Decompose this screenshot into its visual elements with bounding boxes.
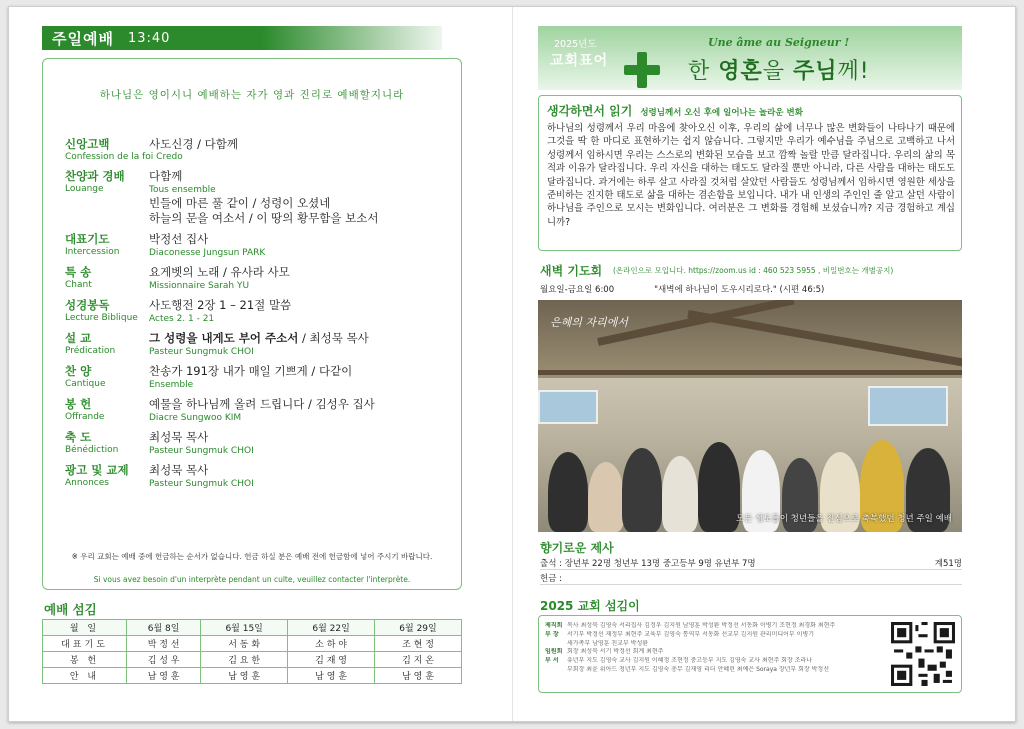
service-item bbox=[65, 137, 445, 163]
label-fr: Lecture Biblique bbox=[65, 313, 138, 323]
offering-label: 헌금 : bbox=[540, 574, 562, 584]
servant-group: 부 장 bbox=[545, 630, 559, 638]
duty-cell: 소 하 야 bbox=[288, 636, 375, 652]
duty-title: 예배 섬김 bbox=[44, 602, 97, 617]
servant-row bbox=[545, 640, 897, 649]
reflection-subtitle: 성령님께서 오신 후에 일어나는 놀라운 변화 bbox=[640, 108, 803, 118]
servant-names: 목사 최성묵 김영숙 서리집사 김정우 김지원 남영훈 박성환 박정선 서동화 이병기 조현정 최경화 최현주 bbox=[567, 622, 836, 629]
value-fr: Pasteur Sungmuk CHOI bbox=[149, 446, 254, 456]
servant-names: 유년부 지도 김영숙 교사 김지원 이혜정 조현정 중고등부 지도 김영숙 교사 최현주 회장 조라나 bbox=[567, 657, 813, 665]
value-ko: 최성묵 목사 bbox=[149, 463, 209, 477]
person bbox=[662, 456, 698, 532]
duty-row bbox=[43, 668, 462, 684]
service-item bbox=[65, 169, 445, 226]
servant-names: 회장 최성묵 서기 박정선 회계 최현주 bbox=[567, 648, 664, 656]
duty-cell: 6월 22일 bbox=[288, 620, 375, 636]
song-line: 빈들에 마른 풀 같이 / 성령이 오셨네 bbox=[149, 196, 331, 210]
label-fr: Chant bbox=[65, 280, 92, 290]
label-ko: 특 송 bbox=[65, 265, 92, 279]
service-item-label bbox=[65, 232, 149, 259]
service-item-label bbox=[65, 331, 149, 358]
label-ko: 대표기도 bbox=[65, 232, 110, 246]
service-item-value bbox=[149, 331, 369, 358]
dawn-prayer-info: (온라인으로 모입니다. https://zoom.us id : 460 523 5955 , 비밀번호는 개별공지) bbox=[613, 266, 894, 275]
qr-code-icon[interactable] bbox=[891, 622, 955, 686]
servant-names: 서기부 박정선 재정부 최현주 교육부 김영숙 통역부 서동화 선교부 김지원 관리미디어부 이병기 bbox=[567, 630, 815, 638]
duty-cell: 김 지 온 bbox=[375, 652, 462, 668]
label-ko: 성경봉독 bbox=[65, 298, 110, 312]
interpreter-note: Si vous avez besoin d'un interprète pendant un culte, veuillez contacter l'interprète. bbox=[93, 575, 411, 584]
worship-header bbox=[42, 26, 442, 50]
label-fr: Bénédiction bbox=[65, 445, 119, 455]
label-fr: Confession de la foi Credo bbox=[65, 152, 183, 162]
service-item bbox=[65, 430, 445, 457]
service-item bbox=[65, 298, 445, 325]
duty-row-label: 봉 헌 bbox=[43, 652, 127, 668]
service-item-value bbox=[149, 232, 265, 259]
service-item-label bbox=[65, 265, 149, 292]
label-ko: 찬양과 경배 bbox=[65, 169, 125, 183]
cross-icon bbox=[624, 52, 660, 88]
label-ko: 봉 헌 bbox=[65, 397, 92, 411]
person bbox=[622, 448, 662, 532]
service-item-label bbox=[65, 169, 149, 226]
offering-title: 향기로운 제사 bbox=[540, 541, 614, 555]
value-ko: 사도행전 2장 1 – 21절 말씀 bbox=[149, 298, 292, 312]
service-item bbox=[65, 331, 445, 358]
person bbox=[698, 442, 740, 532]
service-item-label bbox=[65, 298, 149, 325]
service-item-label bbox=[65, 430, 149, 457]
servant-names: 부회장 최윤 위아드 청년부 지도 김영숙 총무 김재영 리더 안혜린 최예은 Soraya 장년부 회장 박정선 bbox=[567, 665, 830, 673]
value-ko: 박정선 집사 bbox=[149, 232, 209, 246]
label-fr: Annonces bbox=[65, 478, 109, 488]
service-item-value bbox=[149, 463, 254, 490]
duty-cell: 조 현 정 bbox=[375, 636, 462, 652]
value-ko: 요게벳의 노래 / 유사라 사모 bbox=[149, 265, 290, 279]
motto-main: 한 영혼을 주님께! bbox=[688, 59, 870, 84]
label-ko: 설 교 bbox=[65, 331, 92, 345]
duty-row bbox=[43, 620, 462, 636]
label-ko: 축 도 bbox=[65, 430, 92, 444]
worship-time: 13:40 bbox=[127, 30, 171, 46]
offering-line bbox=[540, 572, 962, 585]
dawn-days: 월요일-금요일 6:00 bbox=[540, 285, 615, 295]
value-fr: Ensemble bbox=[149, 380, 194, 390]
person bbox=[588, 462, 624, 532]
reflection-heading bbox=[547, 102, 803, 119]
servant-group bbox=[545, 666, 567, 675]
service-item-value bbox=[149, 137, 238, 163]
servant-row bbox=[545, 631, 897, 640]
service-item-label bbox=[65, 137, 183, 163]
duty-cell: 박 정 선 bbox=[127, 636, 201, 652]
offering-note: ※ 우리 교회는 예배 중에 헌금하는 순서가 없습니다. 헌금 하실 분은 예배 전에 헌금함에 넣어 주시기 바랍니다. bbox=[71, 552, 433, 561]
duty-cell: 남 영 훈 bbox=[288, 668, 375, 684]
value-ko: 최성묵 목사 bbox=[149, 430, 209, 444]
dawn-prayer-schedule bbox=[540, 283, 864, 295]
order-of-service bbox=[42, 58, 462, 590]
value-ko: 사도신경 / 다함께 bbox=[149, 137, 238, 151]
value-fr: Pasteur Sungmuk CHOI bbox=[149, 479, 254, 489]
duty-cell: 김 성 우 bbox=[127, 652, 201, 668]
label-fr: Offrande bbox=[65, 412, 105, 422]
value-fr: Pasteur Sungmuk CHOI bbox=[149, 347, 254, 357]
attendance: 출석 : 장년부 22명 청년부 13명 중고등부 9명 유년부 7명 bbox=[540, 559, 756, 569]
servants-title: 2025 교회 섬김이 bbox=[540, 599, 640, 613]
song-line: 하늘의 문을 여소서 / 이 땅의 황무함을 보소서 bbox=[149, 211, 379, 225]
label-fr: Prédication bbox=[65, 346, 116, 356]
duty-cell: 김 요 한 bbox=[201, 652, 288, 668]
duty-cell: 김 재 영 bbox=[288, 652, 375, 668]
servant-row bbox=[545, 622, 897, 631]
service-item-value bbox=[149, 430, 254, 457]
service-item bbox=[65, 232, 445, 259]
service-item-label bbox=[65, 364, 149, 391]
label-ko: 광고 및 교제 bbox=[65, 463, 129, 477]
page-fold bbox=[512, 7, 513, 721]
motto-french: Une âme au Seigneur ! bbox=[708, 36, 850, 49]
verse: 하나님은 영이시니 예배하는 자가 영과 진리로 예배할지니라 bbox=[99, 89, 405, 101]
person bbox=[548, 452, 588, 532]
motto-banner bbox=[538, 26, 962, 90]
service-item bbox=[65, 397, 445, 424]
photo-caption: 모든 성도들이 청년들을 진심으로 축복했던 청년 주일 예배 bbox=[736, 514, 952, 524]
worship-photo bbox=[538, 300, 962, 532]
servant-names: 새가족부 남영훈 친교부 박성환 bbox=[567, 639, 649, 647]
servant-group: 임원회 bbox=[545, 648, 563, 656]
worship-title: 주일예배 bbox=[52, 29, 114, 48]
duty-table bbox=[42, 619, 462, 684]
label-ko: 신앙고백 bbox=[65, 137, 110, 151]
service-item-value bbox=[149, 364, 352, 391]
label-fr: Intercession bbox=[65, 247, 120, 257]
duty-cell: 남 영 훈 bbox=[127, 668, 201, 684]
value-ko: 예물을 하나님께 올려 드립니다 / 김성우 집사 bbox=[149, 397, 375, 411]
service-item-value bbox=[149, 397, 375, 424]
servant-row bbox=[545, 657, 897, 666]
service-item bbox=[65, 364, 445, 391]
label-ko: 찬 양 bbox=[65, 364, 92, 378]
label-fr: Cantique bbox=[65, 379, 106, 389]
duty-cell: 6월 15일 bbox=[201, 620, 288, 636]
servants-box bbox=[538, 615, 962, 693]
value-fr: Tous ensemble bbox=[149, 185, 216, 195]
value-fr: Diaconesse Jungsun PARK bbox=[149, 248, 266, 258]
duty-row-label: 안 내 bbox=[43, 668, 127, 684]
reflection-body: 하나님의 성령께서 우리 마음에 찾아오신 이후, 우리의 삶에 너무나 많은 변화들이 나타나기 때문에 그것을 딱 한 마디로 표현하기는 쉽지 않습니다. 그렇지만 우리가 예수님을 주님으로 고백하고 나서 성령께서 임하시면 우리는 스스로의 변화된 모습을 보고 깜짝 놀랄 만큼 달라집니다. 우리의 삶의 목적과 이유가 달라집니다. 우리 자신을 대하는 태도도 달라질 뿐만 아니라, 다른 사람을 대하는 태도도 달라집니다. 과거에는 하루 살고 사라질 것처럼 살았던 사람들도 성령님께서 임하시면 영원한 세상을 준비하는 진지한 태도로 삶을 대하는 겸손함을 보입니다. 내가 내 인생의 주인인 줄 알고 살던 사람이 하나님을 주인으로 모시는 변화입니다. 여러분은 그 변화를 경험해 보셨습니까? 지금 경험하고 계십니까? bbox=[547, 123, 955, 228]
dawn-verse: "새벽에 하나님이 도우시리로다." (시편 46:5) bbox=[654, 285, 825, 295]
servant-row bbox=[545, 666, 897, 675]
attendance-total: 계51명 bbox=[934, 559, 962, 569]
reflection-box bbox=[538, 95, 962, 251]
photo-beam bbox=[538, 370, 962, 375]
value-ko: 찬송가 191장 내가 매일 기쁘게 / 다같이 bbox=[149, 364, 353, 378]
service-item-label bbox=[65, 397, 149, 424]
service-item-value bbox=[149, 265, 290, 292]
duty-cell: 6월 29일 bbox=[375, 620, 462, 636]
service-item-label bbox=[65, 463, 149, 490]
attendance-line bbox=[540, 557, 962, 570]
service-item bbox=[65, 265, 445, 292]
servant-group: 제직회 bbox=[545, 622, 563, 629]
value-fr: Missionnaire Sarah YU bbox=[149, 281, 250, 291]
servant-row bbox=[545, 648, 897, 657]
motto-label: 교회표어 bbox=[550, 53, 609, 69]
duty-row bbox=[43, 636, 462, 652]
label-fr: Louange bbox=[65, 184, 104, 194]
dawn-prayer-title: 새벽 기도회 bbox=[540, 264, 603, 278]
value-fr: Diacre Sungwoo KIM bbox=[149, 413, 242, 423]
duty-cell: 남 영 훈 bbox=[375, 668, 462, 684]
reflection-title: 생각하면서 읽기 bbox=[547, 104, 633, 118]
service-items bbox=[65, 137, 445, 496]
service-item-value bbox=[149, 298, 291, 325]
service-item-value bbox=[149, 169, 378, 226]
duty-cell: 서 동 화 bbox=[201, 636, 288, 652]
duty-cell: 6월 8일 bbox=[127, 620, 201, 636]
photo-overlay-title: 은혜의 자리에서 bbox=[550, 316, 628, 329]
duty-row-label: 대표기도 bbox=[43, 636, 127, 652]
servants-list bbox=[545, 622, 897, 675]
servant-group bbox=[545, 640, 567, 649]
servant-group: 부 서 bbox=[545, 657, 559, 665]
value-ko: 다함께 bbox=[149, 169, 183, 183]
duty-cell: 남 영 훈 bbox=[201, 668, 288, 684]
value-ko: 그 성령을 내게도 부어 주소서 / 최성묵 목사 bbox=[149, 331, 369, 345]
sermon-title: 그 성령을 내게도 부어 주소서 bbox=[149, 331, 299, 345]
motto-year: 2025년도 bbox=[554, 39, 597, 50]
value-fr: Actes 2. 1 - 21 bbox=[149, 314, 215, 324]
service-item bbox=[65, 463, 445, 490]
duty-row-label: 월 일 bbox=[43, 620, 127, 636]
duty-row bbox=[43, 652, 462, 668]
